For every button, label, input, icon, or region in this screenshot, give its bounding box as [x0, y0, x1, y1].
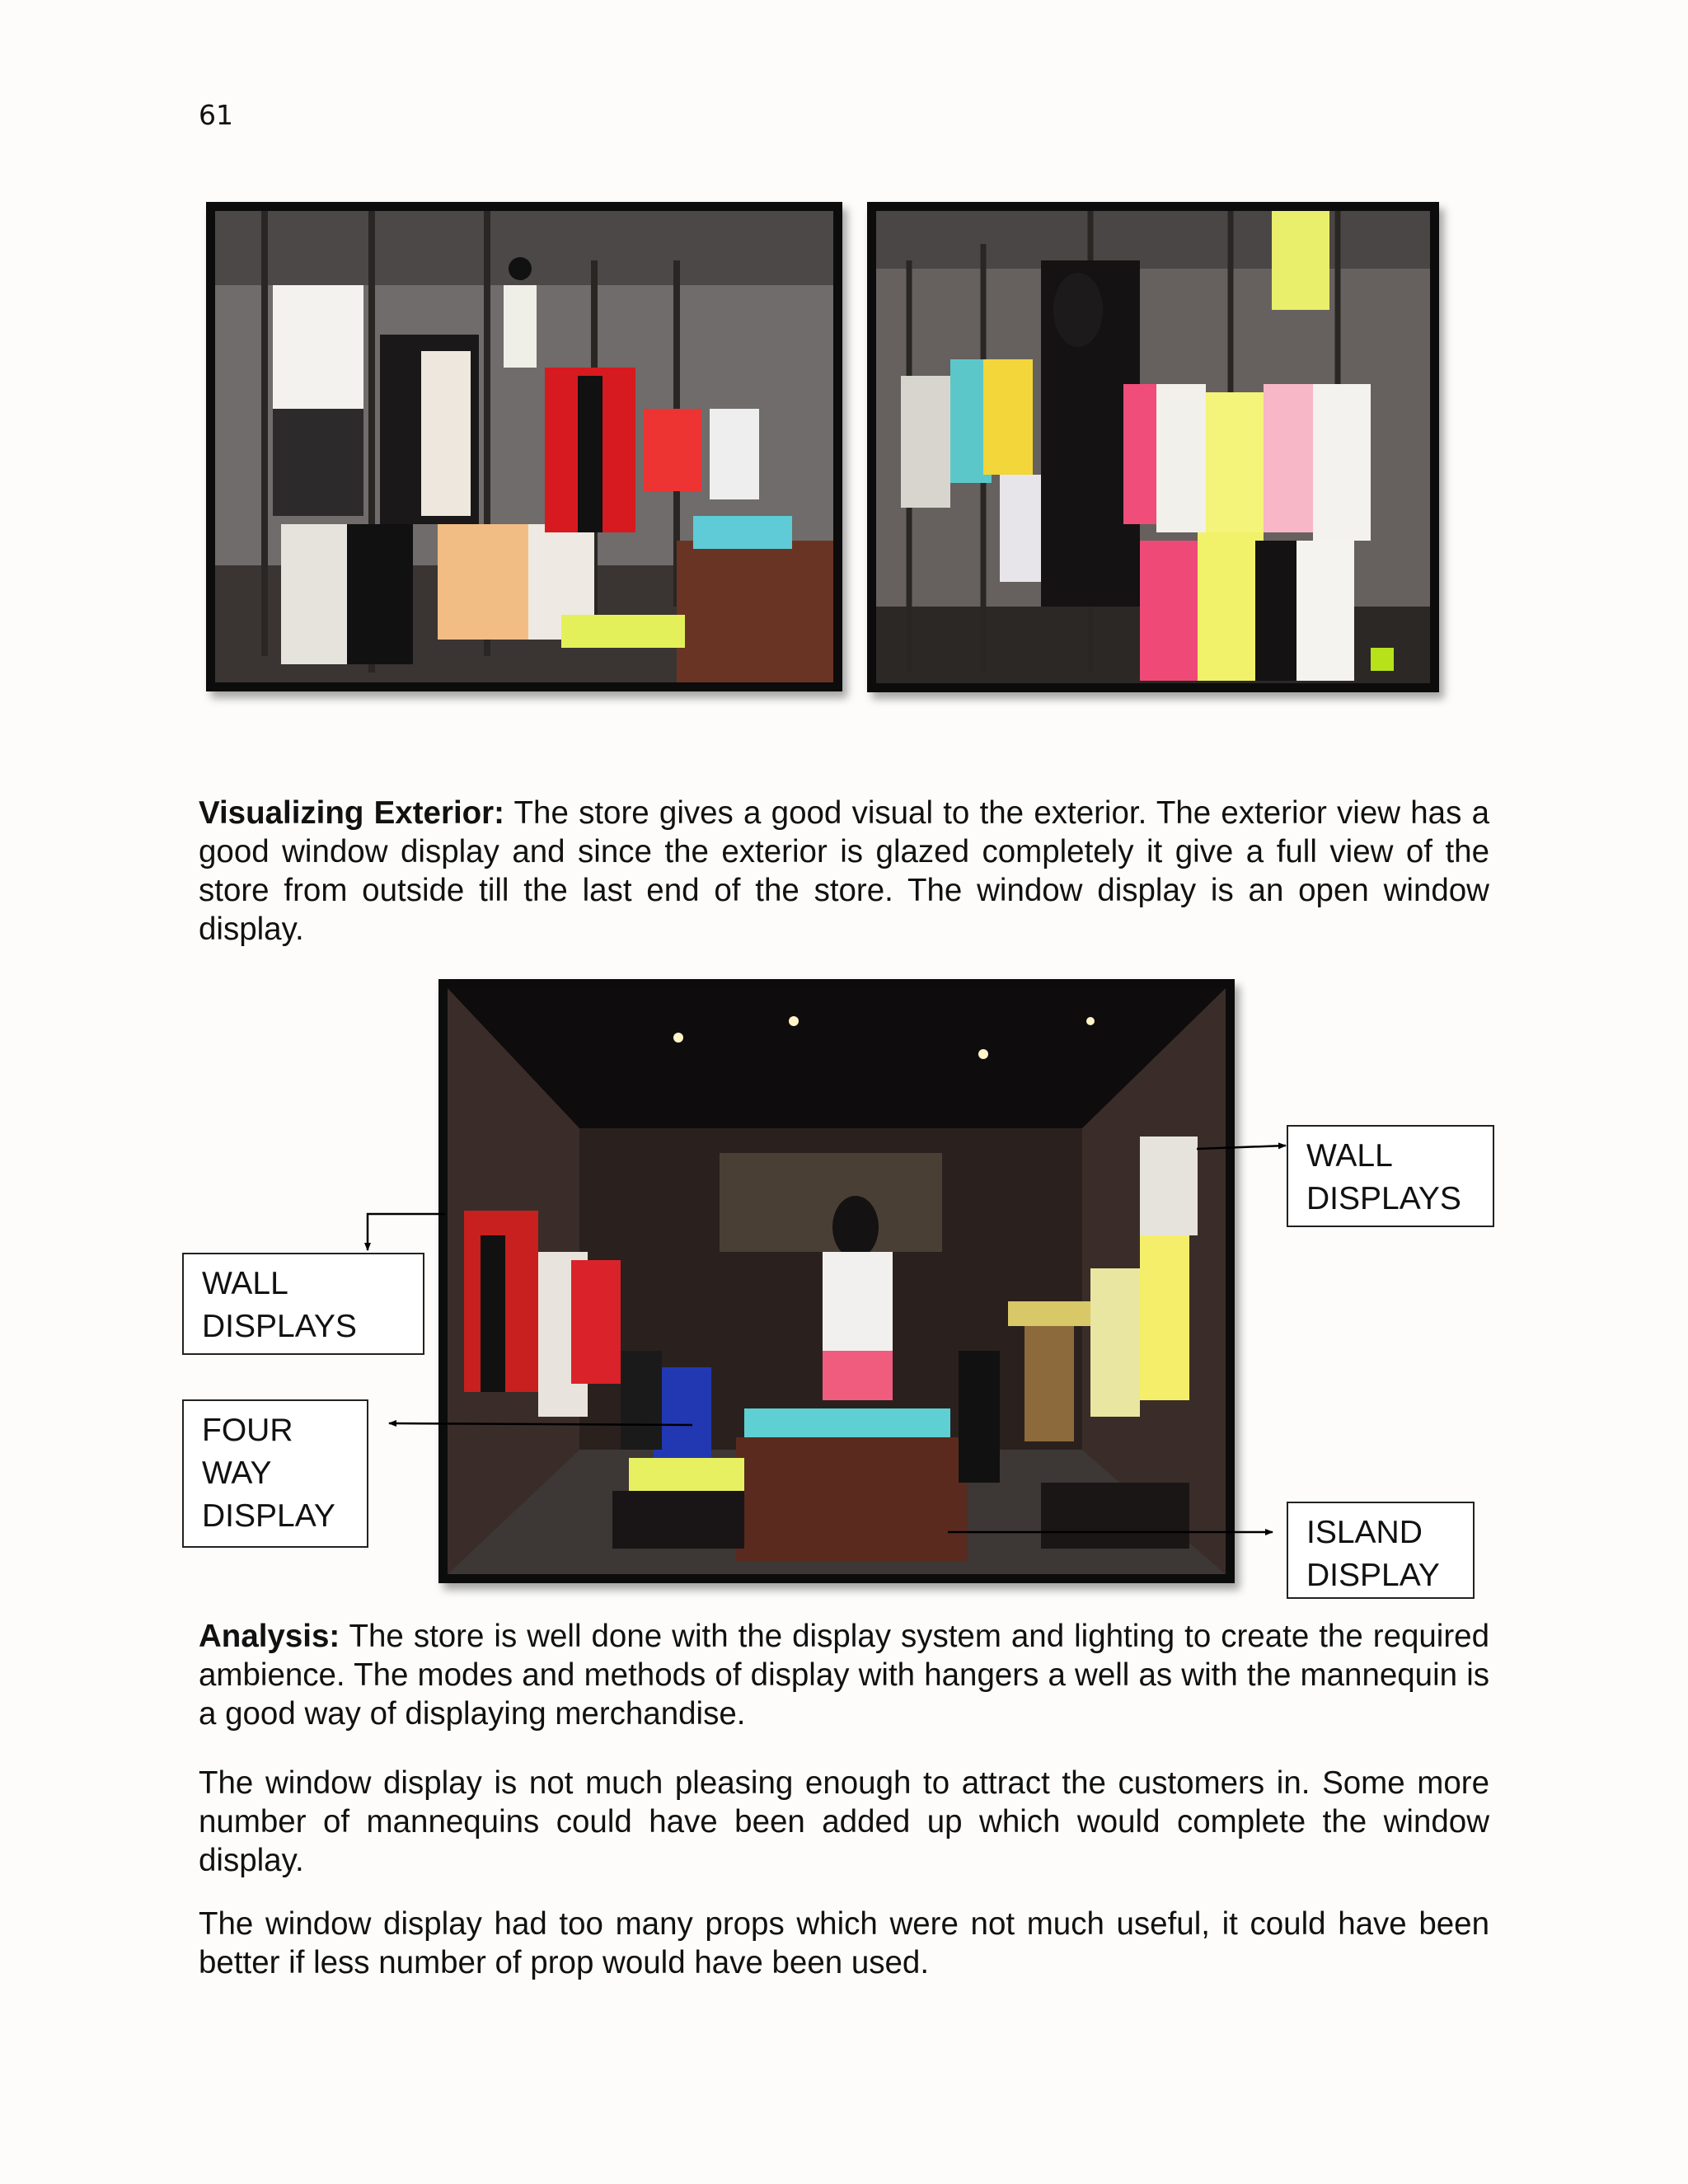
- store-interior-wall-photo-left: [206, 202, 842, 691]
- wall-displays-label-right: WALL DISPLAYS: [1287, 1125, 1494, 1227]
- visualizing-exterior-text: The store gives a good visual to the exterior. The exterior view has a good window display and since the exterior is glazed completely it give a full view of the store from outside till the last end of the store. The window display is an open window display.: [199, 795, 1489, 947]
- analysis-paragraph: [199, 1617, 1489, 1733]
- four-way-display-label: FOUR WAY DISPLAY: [182, 1399, 368, 1548]
- window-display-paragraph: The window display is not much pleasing enough to attract the customers in. Some more number of mannequins could have been added up which would complete the window display.: [199, 1765, 1489, 1878]
- wall-displays-label-left: WALL DISPLAYS: [182, 1253, 424, 1355]
- store-interior-wall-photo-right: [867, 202, 1439, 692]
- visualizing-exterior-heading: Visualizing Exterior:: [199, 795, 504, 831]
- props-paragraph: The window display had too many props which were not much useful, it could have been better if less number of prop would have been used.: [199, 1906, 1489, 1980]
- store-interior-display-photo: [438, 979, 1235, 1583]
- island-display-label: ISLAND DISPLAY: [1287, 1502, 1475, 1599]
- analysis-heading: Analysis:: [199, 1619, 340, 1654]
- page-number: 61: [199, 99, 233, 131]
- visualizing-exterior-paragraph: [199, 794, 1489, 949]
- analysis-text: The store is well done with the display system and lighting to create the required ambience. The modes and methods of display with hangers a well as with the mannequin is a good way of displaying merchandise.: [199, 1619, 1489, 1732]
